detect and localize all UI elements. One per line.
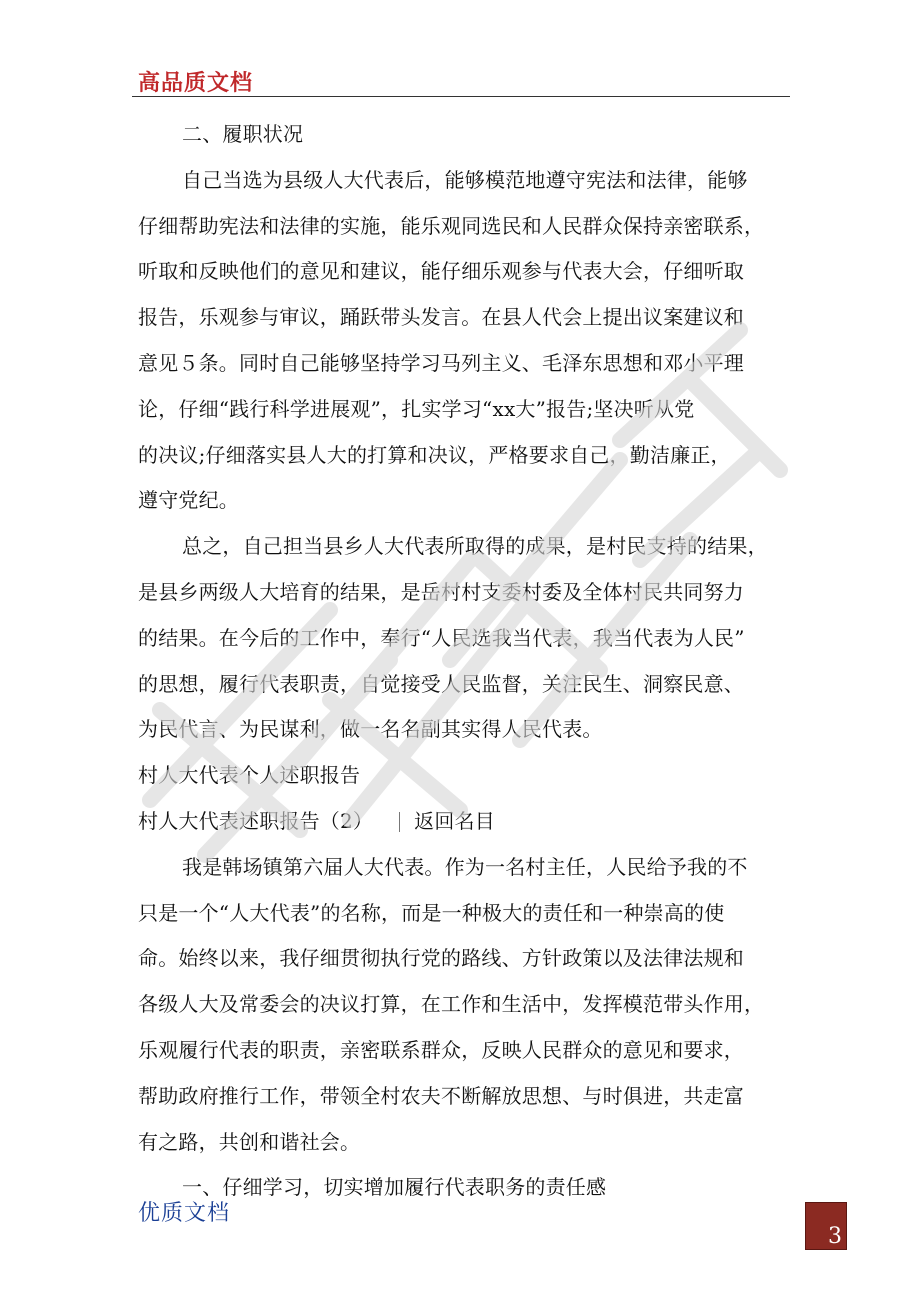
article-title: 村人大代表个人述职报告 [138,763,361,788]
paragraph-line: 命。始终以来，我仔细贯彻执行党的路线、方针政策以及法律法规和 [138,946,744,971]
article-subtitle: 村人大代表述职报告（2） [138,808,374,833]
paragraph-line: 乐观履行代表的职责，亲密联系群众，反映人民群众的意见和要求， [138,1037,744,1062]
paragraph-line: 帮助政府推行工作，带领全村农夫不断解放思想、与时俱进，共走富 [138,1083,744,1108]
paragraph-line: 有之路，共创和谐社会。 [138,1129,361,1154]
paragraph-line: 意见５条。同时自己能够坚持学习马列主义、毛泽东思想和邓小平理 [138,350,744,375]
paragraph-line: 只是一个“人大代表”的名称，而是一种极大的责任和一种崇高的使 [138,900,725,925]
paragraph-line: 的结果。在今后的工作中，奉行“人民选我当代表，我当代表为人民” [138,625,745,650]
separator [399,812,400,832]
section-heading-performance: 二、履职状况 [182,122,304,146]
paragraph-line: 论，仔细“践行科学进展观”，扎实学习“xx大”报告;坚决听从党 [138,396,695,421]
page-number: 3 [828,1224,842,1249]
paragraph-line: 报告，乐观参与审议，踊跃带头发言。在县人代会上提出议案建议和 [138,305,744,330]
back-to-toc-link[interactable]: 返回名目 [414,808,495,833]
header-divider [132,96,790,97]
article-subtitle-row [138,799,810,845]
paragraph-line: 的决议;仔细落实县人大的打算和决议，严格要求自己，勤洁廉正， [138,442,731,467]
paragraph-line: 为民代言、为民谋利，做一名名副其实得人民代表。 [138,717,603,742]
document-body [138,112,810,1211]
paragraph-line: 仔细帮助宪法和法律的实施，能乐观同选民和人民群众保持亲密联系， [138,213,765,238]
paragraph-line: 自己当选为县级人大代表后，能够模范地遵守宪法和法律，能够 [182,167,748,192]
paragraph-line: 听取和反映他们的意见和建议，能仔细乐观参与代表大会，仔细听取 [138,259,744,284]
page-number-badge [805,1202,847,1250]
paragraph-line: 各级人大及常委会的决议打算，在工作和生活中，发挥模范带头作用， [138,992,765,1017]
header-title: 高品质文档 [138,71,254,96]
footer-title: 优质文档 [138,1201,231,1226]
paragraph-line: 是县乡两级人大培育的结果，是岳村村支委村委及全体村民共同努力 [138,579,744,604]
paragraph-line: 我是韩场镇第六届人大代表。作为一名村主任，人民给予我的不 [182,854,748,879]
paragraph-line: 的思想，履行代表职责，自觉接受人民监督，关注民生、洞察民意、 [138,671,744,696]
section-heading-study: 一、仔细学习，切实增加履行代表职务的责任感 [182,1175,607,1200]
paragraph-line: 遵守党纪。 [138,488,239,513]
paragraph-line: 总之，自己担当县乡人大代表所取得的成果，是村民支持的结果， [182,534,768,559]
